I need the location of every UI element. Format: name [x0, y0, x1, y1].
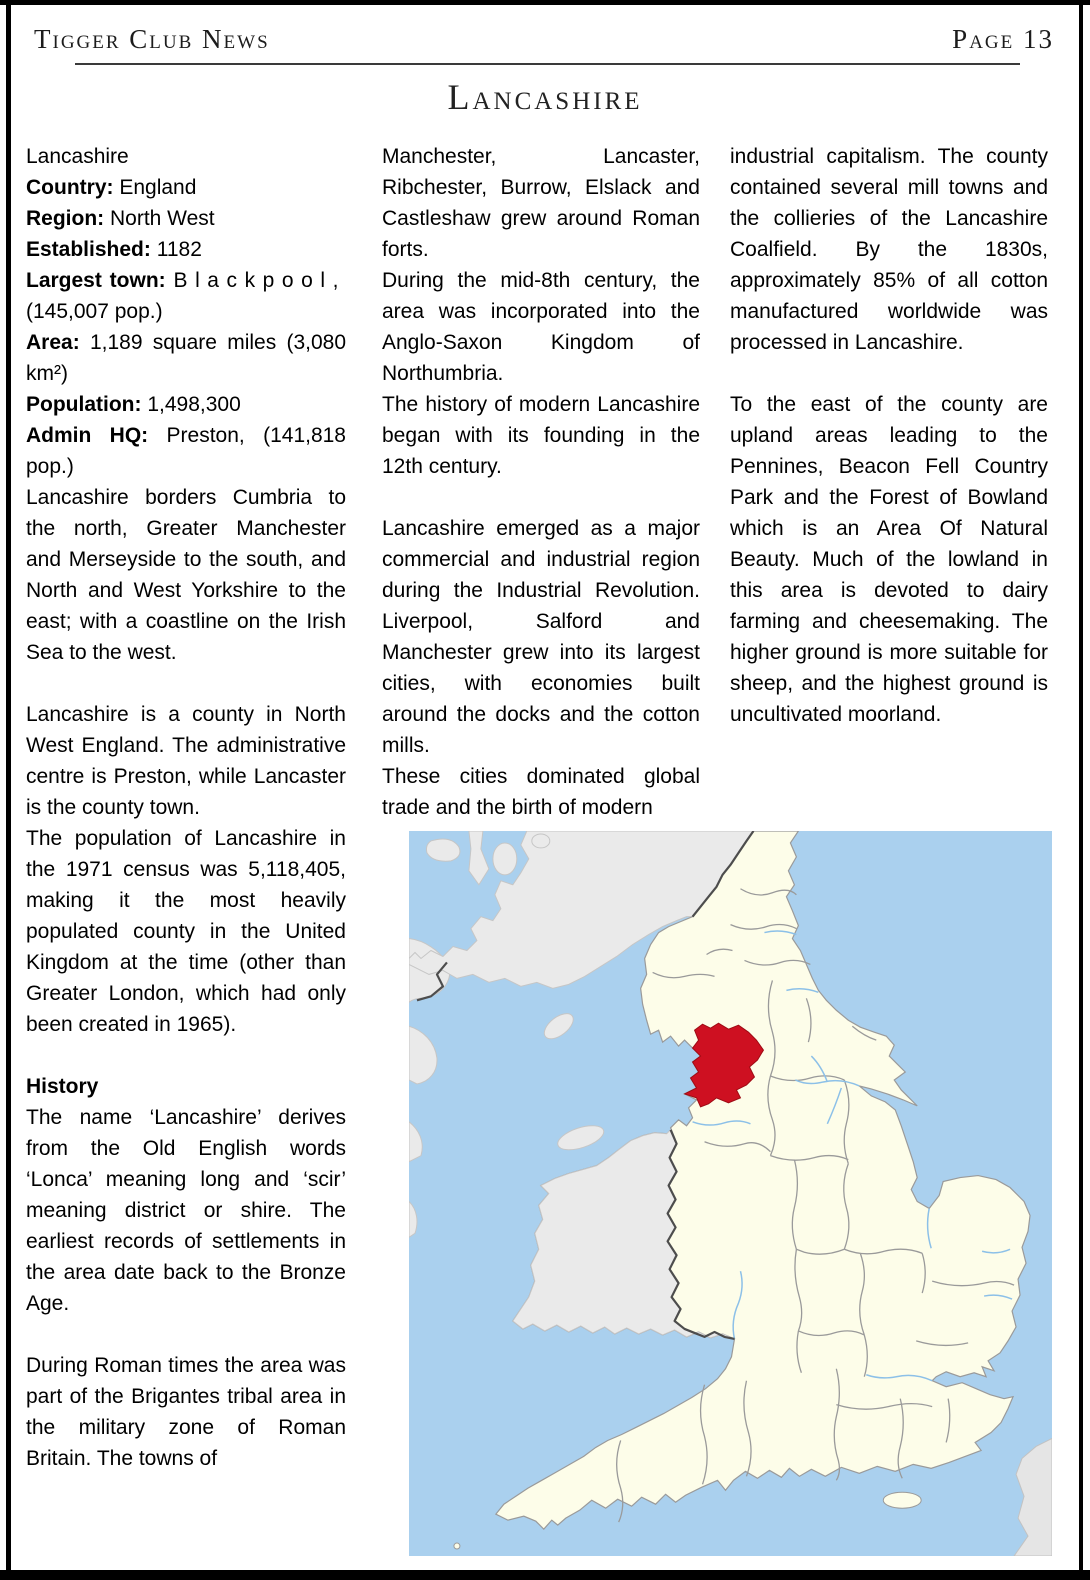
infobox-field	[26, 234, 346, 265]
masthead	[34, 24, 1054, 58]
column-1-paragraphs	[26, 482, 346, 1474]
infobox-field-label: Region:	[26, 207, 105, 230]
column-2-paragraphs	[382, 141, 700, 823]
paragraph: Lancashire borders Cumbria to the north, Greater Manchester and Merseyside to the south, and North and West Yorkshire to the east; with a coastline on the Irish Sea to the west.	[26, 486, 346, 664]
infobox-field	[26, 327, 346, 389]
infobox-field-value: 1,189 square miles (3,080 km²)	[26, 331, 346, 385]
paragraph	[26, 1040, 346, 1071]
column-2	[382, 141, 700, 823]
paragraph: Lancashire emerged as a major commercial and industrial region during the Industrial Revolution. Liverpool, Salford and Manchester grew into its largest cities, with economies built around the docks and the cotton mills.	[382, 517, 700, 757]
infobox-field-label: Country:	[26, 176, 114, 199]
paragraph: Lancashire is a county in North West England. The administrative centre is Preston, while Lancaster is the county town.	[26, 703, 346, 819]
paragraph: Manchester, Lancaster, Ribchester, Burrow, Elslack and Castleshaw grew around Roman forts.	[382, 145, 700, 261]
infobox-field-value: Preston, (141,818 pop.)	[26, 424, 346, 478]
infobox-field-label: Largest town:	[26, 269, 166, 292]
map-islay-island	[426, 839, 459, 861]
infobox-field-value2: (145,007 pop.)	[26, 300, 163, 323]
paragraph	[26, 1319, 346, 1350]
infobox-field-value: Blackpool,	[173, 269, 346, 292]
paragraph	[26, 668, 346, 699]
paragraph	[382, 482, 700, 513]
column-3	[730, 141, 1048, 730]
map-isle-of-wight	[883, 1492, 921, 1508]
paragraph: History	[26, 1075, 99, 1098]
infobox-name: Lancashire	[26, 145, 129, 168]
infobox-field-value: North West	[110, 207, 215, 230]
paragraph: To the east of the county are upland areas leading to the Pennines, Beacon Fell Country Park and the Forest of Bowland which is an Area Of Natural Beauty. Much of the lowland in this area is devoted to dairy farming and cheesemaking. The higher ground is more suitable for sheep, and the highest ground is uncultivated moorland.	[730, 393, 1048, 726]
infobox-field-value: 1182	[156, 238, 202, 261]
england-locator-map	[409, 831, 1052, 1556]
infobox-fields	[26, 172, 346, 482]
infobox-field-value: 1,498,300	[147, 393, 241, 416]
page-number: Page 13	[952, 24, 1054, 54]
infobox-field	[26, 420, 346, 482]
england-map-svg	[409, 831, 1052, 1556]
paragraph: The population of Lancashire in the 1971 census was 5,118,405, making it the most heavily populated county in the United Kingdom at the time (other than Greater London, which had only been created in 1965).	[26, 827, 346, 1036]
map-arran-island	[493, 843, 517, 875]
paragraph: During the mid-8th century, the area was incorporated into the Anglo-Saxon Kingdom of Northumbria.	[382, 269, 700, 385]
article-title: Lancashire	[447, 77, 643, 117]
infobox-field-label: Area:	[26, 331, 80, 354]
map-scilly-isles	[454, 1543, 460, 1549]
infobox-field-value: England	[119, 176, 197, 199]
infobox-field	[26, 172, 346, 203]
page-border-right	[1079, 5, 1083, 1570]
page-border-top	[0, 0, 1090, 5]
infobox-field	[26, 265, 346, 327]
paragraph: The name ‘Lancashire’ derives from the Old English words ‘Lonca’ meaning long and ‘scir’ meaning district or shire. The earliest records of settlements in the area date back to the Bronze Age.	[26, 1106, 346, 1315]
page-border-left	[6, 5, 11, 1570]
column-1	[26, 141, 346, 1474]
paragraph: industrial capitalism. The county contained several mill towns and the collieries of the Lancashire Coalfield. By the 1830s, approximately 85% of all cotton manufactured worldwide was processed in Lancashire.	[730, 145, 1048, 354]
newsletter-title: Tigger Club News	[34, 24, 270, 54]
infobox-field	[26, 203, 346, 234]
infobox-field	[26, 389, 346, 420]
map-bute-island	[532, 834, 550, 848]
infobox-field-label: Population:	[26, 393, 142, 416]
paragraph	[730, 358, 1048, 389]
masthead-rule	[75, 63, 1020, 65]
page-border-bottom	[0, 1570, 1090, 1580]
infobox-field-label: Established:	[26, 238, 151, 261]
infobox-field-label: Admin HQ:	[26, 424, 149, 447]
paragraph: The history of modern Lancashire began with its founding in the 12th century.	[382, 393, 700, 478]
paragraph: During Roman times the area was part of the Brigantes tribal area in the military zone of Roman Britain. The towns of	[26, 1354, 346, 1470]
paragraph: These cities dominated global trade and the birth of modern	[382, 765, 700, 819]
column-3-paragraphs	[730, 141, 1048, 730]
